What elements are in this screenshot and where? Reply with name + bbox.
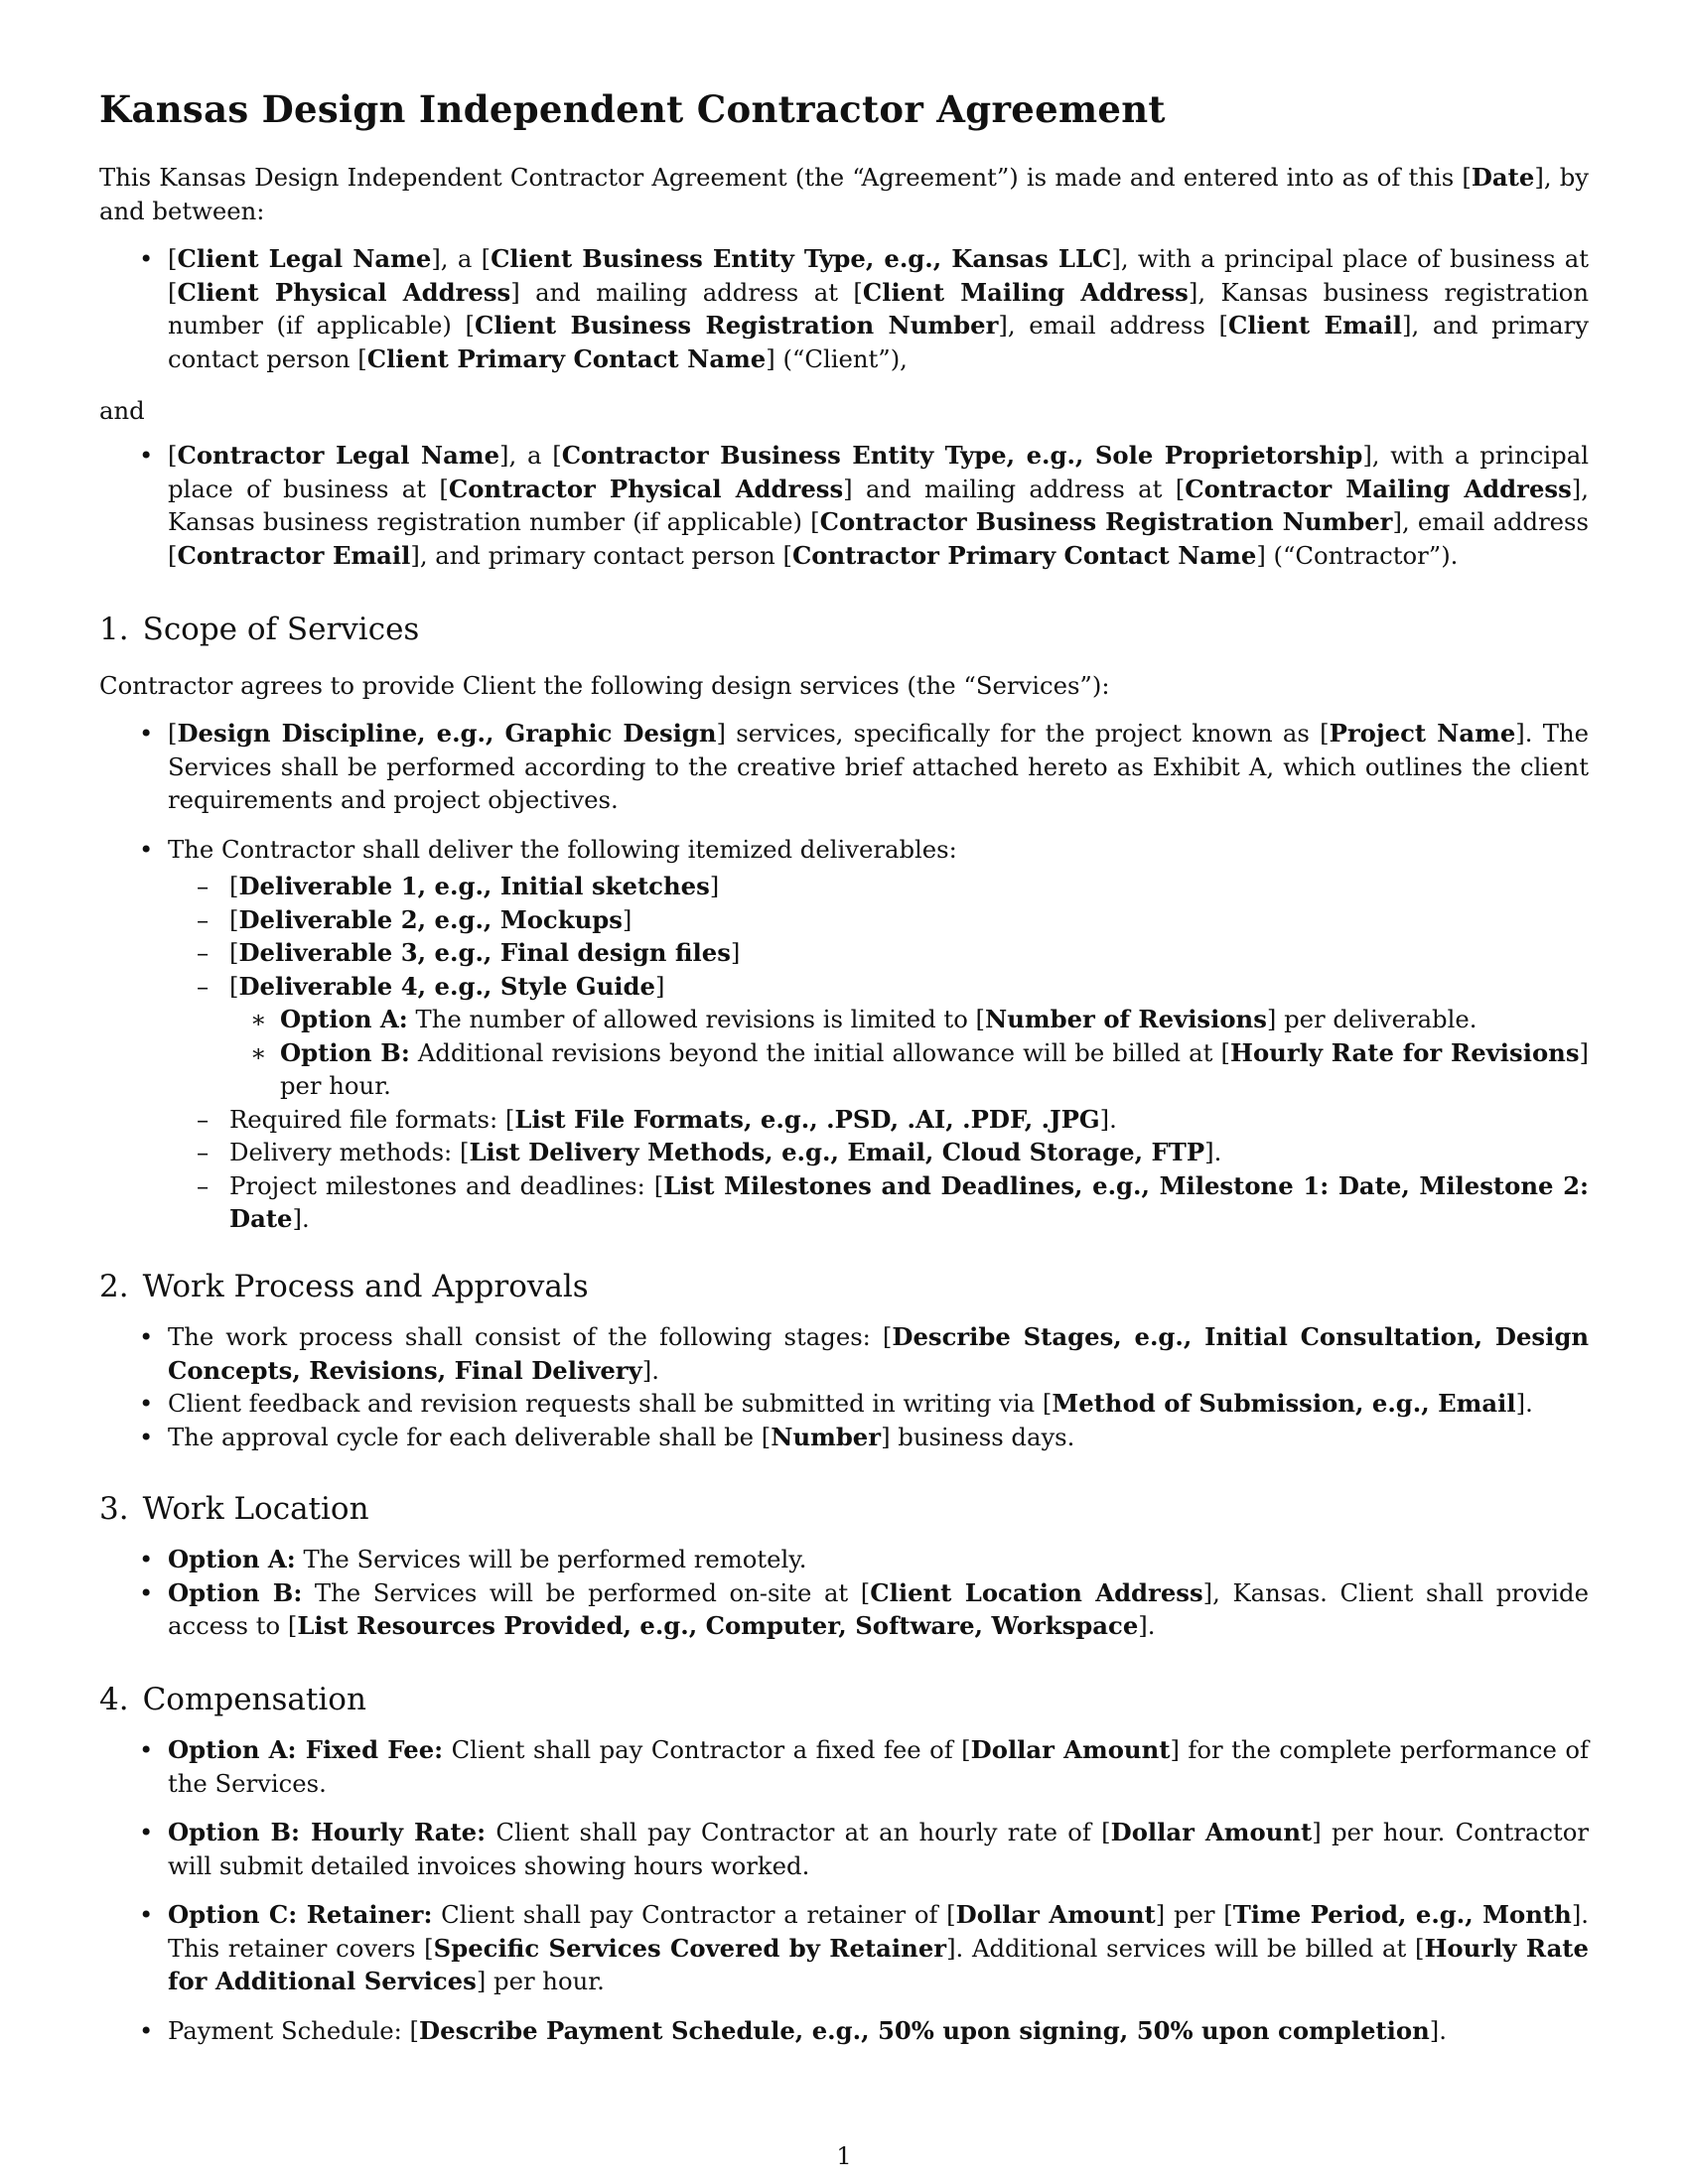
section-1-number: 1. — [99, 612, 129, 647]
deliverable-4-text: [Deliverable 4, e.g., Style Guide] — [229, 971, 665, 1001]
placeholder-field: Contractor Legal Name — [177, 441, 500, 470]
placeholder-field: List File Formats, e.g., .PSD, .AI, .PDF, .JPG — [514, 1104, 1100, 1134]
placeholder-field: Contractor Primary Contact Name — [791, 540, 1257, 570]
placeholder-field: Contractor Business Registration Number — [819, 507, 1393, 536]
deliverable-1: – [Deliverable 1, e.g., Initial sketches] — [99, 870, 1589, 903]
placeholder-field: Option B: Hourly Rate: — [168, 1818, 487, 1846]
page-number: 1 — [836, 2142, 852, 2170]
deliverables-intro: The Contractor shall deliver the following itemized deliverables: — [168, 834, 957, 864]
placeholder-field: Dollar Amount — [955, 1900, 1156, 1929]
revision-option-a: ∗ Option A: The number of allowed revisions is limited to [Number of Revisions] per deliverable. — [229, 1003, 1589, 1036]
placeholder-field: Describe Stages, e.g., Initial Consultation, Design Concepts, Revisions, Final Delivery — [168, 1322, 1589, 1385]
placeholder-field: Contractor Business Entity Type, e.g., Sole Proprietorship — [561, 441, 1363, 470]
location-option-b: • Option B: The Services will be performed on-site at [Client Location Address], Kansas. Client shall provide access to [List Resources Provided, e.g., Computer, Software, Workspace]. — [99, 1576, 1589, 1643]
placeholder-field: Client Email — [1228, 311, 1402, 340]
contractor-party-list — [99, 439, 1589, 572]
placeholder-field: Number of Revisions — [985, 1005, 1267, 1033]
placeholder-field: Deliverable 1, e.g., Initial sketches — [238, 872, 710, 900]
milestones-item: – Project milestones and deadlines: [List Milestones and Deadlines, e.g., Milestone 1: Date, Milestone 2: Date]. — [99, 1169, 1589, 1236]
section-3-list — [99, 1543, 1589, 1643]
section-4-number: 4. — [99, 1682, 129, 1717]
section-2-list — [99, 1320, 1589, 1453]
client-party-list — [99, 242, 1589, 375]
deliverable-2: – [Deliverable 2, e.g., Mockups] — [99, 903, 1589, 937]
section-4-title: Compensation — [142, 1682, 366, 1717]
placeholder-field: Hourly Rate for Additional Services — [168, 1933, 1589, 1995]
hourly-rate-item: • Option B: Hourly Rate: Client shall pay Contractor at an hourly rate of [Dollar Amount] per hour. Contractor will submit detailed invoices showing hours worked. — [99, 1816, 1589, 1882]
revision-options-list — [229, 1003, 1589, 1103]
delivery-methods-item: – Delivery methods: [List Delivery Methods, e.g., Email, Cloud Storage, FTP]. — [99, 1136, 1589, 1169]
placeholder-field: Time Period, e.g., Month — [1232, 1900, 1572, 1929]
placeholder-field: Contractor Mailing Address — [1185, 474, 1572, 503]
placeholder-field: Client Business Entity Type, e.g., Kansas LLC — [491, 244, 1112, 273]
revision-option-b: ∗ Option B: Additional revisions beyond the initial allowance will be billed at [Hourly Rate for Revisions] per hour. — [229, 1036, 1589, 1103]
section-2-heading — [99, 1269, 589, 1304]
placeholder-field: Client Mailing Address — [862, 277, 1189, 307]
placeholder-field: Hourly Rate for Revisions — [1230, 1037, 1580, 1067]
placeholder-field: Option C: Retainer: — [168, 1900, 433, 1929]
file-formats-item: – Required file formats: [List File Formats, e.g., .PSD, .AI, .PDF, .JPG]. — [99, 1103, 1589, 1137]
section-1-list — [99, 717, 1589, 866]
placeholder-field: Deliverable 2, e.g., Mockups — [238, 904, 623, 934]
placeholder-field: Option B: — [280, 1037, 410, 1067]
placeholder-field: Dollar Amount — [1110, 1818, 1313, 1846]
placeholder-field: Date — [1471, 163, 1535, 192]
section-3-number: 3. — [99, 1491, 129, 1527]
placeholder-field: Method of Submission, e.g., Email — [1052, 1389, 1516, 1418]
section-1-intro: Contractor agrees to provide Client the following design services (the “Services”): — [99, 671, 1110, 700]
deliverable-4 — [99, 970, 1589, 1103]
payment-schedule-item: • Payment Schedule: [Describe Payment Schedule, e.g., 50% upon signing, 50% upon completion]. — [99, 2014, 1589, 2048]
deliverables-item — [99, 833, 1589, 867]
placeholder-field: Client Physical Address — [177, 277, 511, 307]
placeholder-field: Specific Services Covered by Retainer — [433, 1933, 947, 1963]
section-2-number: 2. — [99, 1269, 129, 1304]
and-text: and — [99, 396, 145, 425]
approval-cycle-item: • The approval cycle for each deliverable shall be [Number] business days. — [99, 1421, 1589, 1454]
section-2-title: Work Process and Approvals — [142, 1269, 589, 1304]
placeholder-field: Contractor Email — [177, 540, 411, 570]
location-option-a: • Option A: The Services will be performed remotely. — [99, 1543, 1589, 1576]
retainer-item: • Option C: Retainer: Client shall pay Contractor a retainer of [Dollar Amount] per [Time Period, e.g., Month]. This retainer covers [Specific Services Covered by Retainer]. Additional services will be billed at [Hourly Rate for Additional Services] per hour. — [99, 1898, 1589, 1998]
placeholder-field: Deliverable 3, e.g., Final design files — [238, 938, 731, 967]
deliverable-3: – [Deliverable 3, e.g., Final design files] — [99, 936, 1589, 970]
placeholder-field: Contractor Physical Address — [448, 474, 844, 503]
placeholder-field: List Milestones and Deadlines, e.g., Milestone 1: Date, Milestone 2: Date — [229, 1170, 1589, 1233]
contractor-party-item: • [Contractor Legal Name], a [Contractor Business Entity Type, e.g., Sole Proprietorship], with a principal place of business at [Contractor Physical Address] and mailing address at [Contractor Mailing Address], Kansas business registration number (if applicable) [Contractor Business Registration Number], email address [Contractor Email], and primary contact person [Contractor Primary Contact Name] (“Contractor”). — [99, 439, 1589, 572]
placeholder-field: Project Name — [1329, 719, 1516, 748]
section-4-heading — [99, 1682, 366, 1717]
section-4-list — [99, 1733, 1589, 2047]
deliverables-list — [99, 870, 1589, 1236]
fixed-fee-item: • Option A: Fixed Fee: Client shall pay Contractor a fixed fee of [Dollar Amount] for the complete performance of the Services. — [99, 1733, 1589, 1800]
placeholder-field: Option A: — [280, 1005, 408, 1033]
section-1-title: Scope of Services — [142, 612, 420, 647]
placeholder-field: List Resources Provided, e.g., Computer, Software, Workspace — [297, 1611, 1139, 1640]
work-stages-item: • The work process shall consist of the following stages: [Describe Stages, e.g., Initial Consultation, Design Concepts, Revisions, Final Delivery]. — [99, 1320, 1589, 1387]
placeholder-field: Client Location Address — [870, 1577, 1203, 1607]
placeholder-field: Option B: — [168, 1577, 303, 1607]
services-item: • [Design Discipline, e.g., Graphic Design] services, specifically for the project known as [Project Name]. The Services shall be performed according to the creative brief attached hereto as Exhibit A, which outlines the client requirements and project objectives. — [99, 717, 1589, 817]
placeholder-field: Client Business Registration Number — [474, 311, 999, 340]
placeholder-field: Option A: Fixed Fee: — [168, 1735, 444, 1764]
section-3-heading — [99, 1491, 369, 1527]
intro-paragraph: This Kansas Design Independent Contractor Agreement (the “Agreement”) is made and entered into as of this [Date], by and between: — [99, 163, 1589, 225]
placeholder-field: Option A: — [168, 1545, 296, 1573]
section-1-heading — [99, 612, 419, 647]
section-3-title: Work Location — [142, 1491, 369, 1527]
placeholder-field: Client Legal Name — [177, 244, 432, 273]
placeholder-field: Describe Payment Schedule, e.g., 50% upon signing, 50% upon completion — [419, 2015, 1430, 2045]
placeholder-field: Number — [771, 1422, 882, 1451]
feedback-item: • Client feedback and revision requests shall be submitted in writing via [Method of Submission, e.g., Email]. — [99, 1387, 1589, 1421]
placeholder-field: Design Discipline, e.g., Graphic Design — [177, 719, 717, 748]
document-title: Kansas Design Independent Contractor Agreement — [99, 87, 1166, 131]
client-party-item: • [Client Legal Name], a [Client Business Entity Type, e.g., Kansas LLC], with a principal place of business at [Client Physical Address] and mailing address at [Client Mailing Address], Kansas business registration number (if applicable) [Client Business Registration Number], email address [Client Email], and primary contact person [Client Primary Contact Name] (“Client”), — [99, 242, 1589, 375]
placeholder-field: List Delivery Methods, e.g., Email, Cloud Storage, FTP — [469, 1138, 1205, 1166]
placeholder-field: Deliverable 4, e.g., Style Guide — [238, 971, 655, 1001]
placeholder-field: Dollar Amount — [970, 1735, 1171, 1764]
placeholder-field: Client Primary Contact Name — [366, 343, 767, 373]
